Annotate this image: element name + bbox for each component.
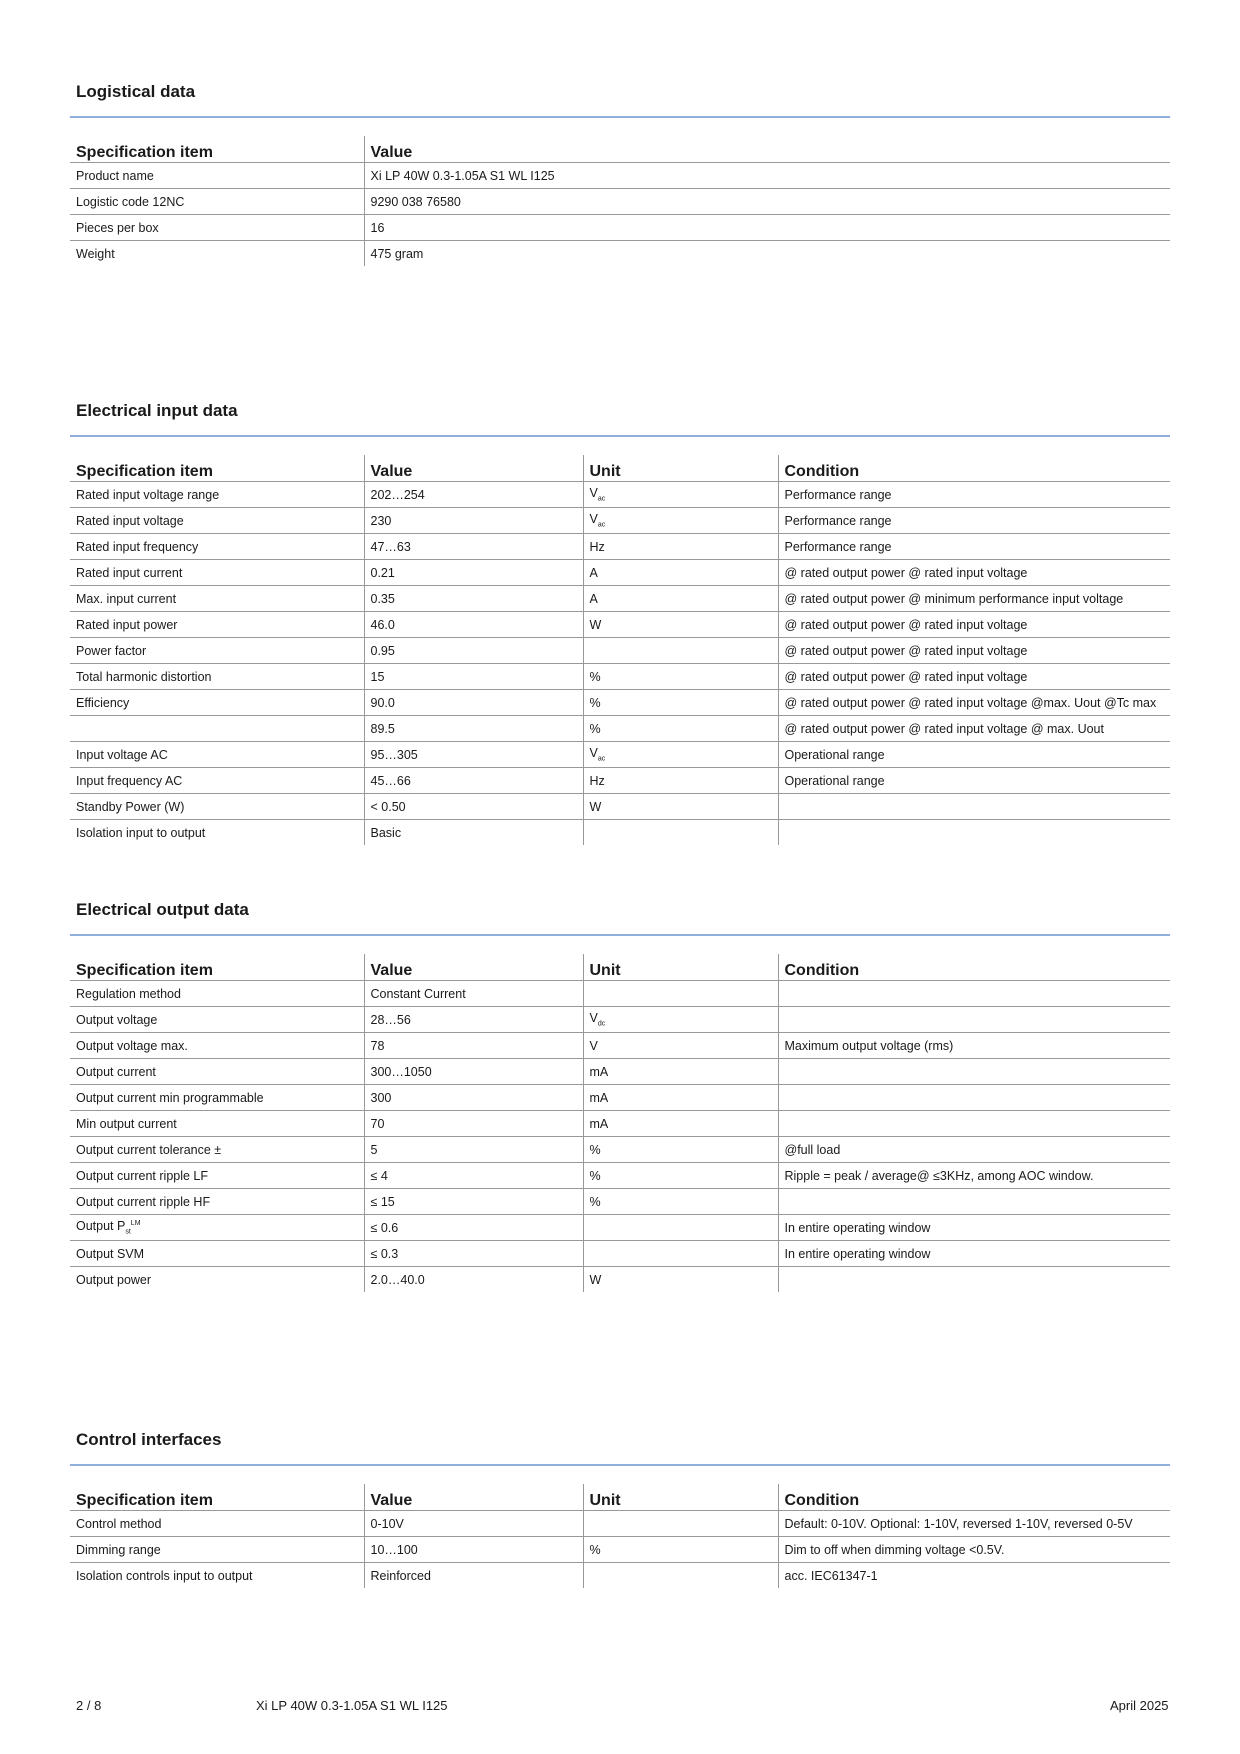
table-cell: Hz <box>583 534 778 560</box>
table-row <box>70 482 1170 508</box>
table-cell: % <box>583 1163 778 1189</box>
table-cell: Power factor <box>70 638 364 664</box>
table-row <box>70 1267 1170 1293</box>
table-cell: Output SVM <box>70 1241 364 1267</box>
table-cell <box>583 1241 778 1267</box>
table-cell: @full load <box>778 1137 1170 1163</box>
table-cell: Output current ripple HF <box>70 1189 364 1215</box>
table-cell <box>778 1267 1170 1293</box>
table-cell: A <box>583 560 778 586</box>
electrical-input-table <box>70 455 1170 845</box>
table-cell: In entire operating window <box>778 1215 1170 1241</box>
control-interfaces-section <box>70 1430 1170 1588</box>
table-cell: mA <box>583 1085 778 1111</box>
table-cell: 475 gram <box>364 241 1170 267</box>
table-cell: 15 <box>364 664 583 690</box>
table-cell: 5 <box>364 1137 583 1163</box>
table-cell: W <box>583 794 778 820</box>
table-cell: 89.5 <box>364 716 583 742</box>
table-cell: 16 <box>364 215 1170 241</box>
table-cell: @ rated output power @ rated input voltage <box>778 560 1170 586</box>
column-header: Condition <box>778 1484 1170 1511</box>
table-cell: 0.35 <box>364 586 583 612</box>
table-cell: Operational range <box>778 742 1170 768</box>
column-header: Unit <box>583 455 778 482</box>
table-cell: A <box>583 586 778 612</box>
table-cell: Output voltage max. <box>70 1033 364 1059</box>
table-cell <box>583 1563 778 1589</box>
table-cell: 0.21 <box>364 560 583 586</box>
table-cell <box>778 1189 1170 1215</box>
table-cell: Output current tolerance ± <box>70 1137 364 1163</box>
table-cell: Efficiency <box>70 690 364 716</box>
section-divider <box>70 435 1170 437</box>
table-row <box>70 241 1170 267</box>
table-cell: Dim to off when dimming voltage <0.5V. <box>778 1537 1170 1563</box>
table-row <box>70 820 1170 846</box>
table-cell: Xi LP 40W 0.3-1.05A S1 WL I125 <box>364 163 1170 189</box>
table-cell: 46.0 <box>364 612 583 638</box>
column-header: Value <box>364 954 583 981</box>
footer-date: April 2025 <box>1110 1698 1169 1713</box>
table-cell: mA <box>583 1059 778 1085</box>
table-cell: @ rated output power @ rated input voltage <box>778 664 1170 690</box>
table-cell: Ripple = peak / average@ ≤3KHz, among AOC window. <box>778 1163 1170 1189</box>
table-cell: % <box>583 1537 778 1563</box>
table-row <box>70 768 1170 794</box>
table-cell: Isolation controls input to output <box>76 1568 253 1583</box>
logistical-section <box>70 82 1170 266</box>
table-row <box>70 1241 1170 1267</box>
table-cell: Reinforced <box>364 1563 583 1589</box>
table-cell: % <box>583 690 778 716</box>
column-header: Unit <box>583 1484 778 1511</box>
electrical-output-section <box>70 900 1170 1292</box>
table-row <box>70 1033 1170 1059</box>
footer-product-name: Xi LP 40W 0.3-1.05A S1 WL I125 <box>256 1698 448 1713</box>
table-cell: 45…66 <box>364 768 583 794</box>
table-cell: Performance range <box>778 534 1170 560</box>
table-cell: Output current <box>70 1059 364 1085</box>
table-cell: % <box>583 1189 778 1215</box>
table-cell: Output power <box>76 1272 152 1287</box>
table-cell <box>778 1007 1170 1033</box>
table-cell <box>778 1059 1170 1085</box>
section-divider <box>70 934 1170 936</box>
table-body <box>70 1511 1170 1589</box>
table-cell: Output $P_{st}^{LM}$ <box>70 1215 364 1241</box>
table-cell: 300 <box>364 1085 583 1111</box>
section-divider <box>70 116 1170 118</box>
table-cell: Maximum output voltage (rms) <box>778 1033 1170 1059</box>
table-cell: < 0.50 <box>364 794 583 820</box>
column-header: Specification item <box>70 136 364 163</box>
column-header: Unit <box>583 954 778 981</box>
table-cell: Output current min programmable <box>70 1085 364 1111</box>
table-cell: Total harmonic distortion <box>70 664 364 690</box>
table-cell: @ rated output power @ minimum performance input voltage <box>778 586 1170 612</box>
table-cell: 78 <box>364 1033 583 1059</box>
table-cell: @ rated output power @ rated input voltage @ max. Uout <box>778 716 1170 742</box>
table-cell <box>70 716 364 742</box>
table-cell: Control method <box>70 1511 364 1537</box>
electrical-input-section <box>70 401 1170 845</box>
table-cell: mA <box>583 1111 778 1137</box>
table-cell: Product name <box>70 163 364 189</box>
table-row <box>70 534 1170 560</box>
column-header: Value <box>364 1484 583 1511</box>
column-header: Specification item <box>70 1484 364 1511</box>
table-cell: Operational range <box>778 768 1170 794</box>
table-row <box>70 508 1170 534</box>
table-cell: ≤ 0.3 <box>364 1241 583 1267</box>
table-cell: Weight <box>76 246 115 261</box>
table-cell: W <box>583 1267 778 1293</box>
table-cell <box>778 1085 1170 1111</box>
table-cell: 47…63 <box>364 534 583 560</box>
column-header: Value <box>364 455 583 482</box>
table-cell <box>778 820 1170 846</box>
table-cell: 202…254 <box>364 482 583 508</box>
column-header: Condition <box>778 455 1170 482</box>
table-cell: $V_{ac}$ <box>583 508 778 534</box>
table-cell: $V_{ac}$ <box>583 742 778 768</box>
table-cell: In entire operating window <box>778 1241 1170 1267</box>
table-cell: Isolation input to output <box>76 825 206 840</box>
table-cell: Output current ripple LF <box>70 1163 364 1189</box>
table-cell: ≤ 4 <box>364 1163 583 1189</box>
table-cell: Rated input frequency <box>70 534 364 560</box>
table-cell: Rated input voltage range <box>70 482 364 508</box>
table-cell: 28…56 <box>364 1007 583 1033</box>
column-header: Value <box>364 136 1170 163</box>
table-row <box>70 1085 1170 1111</box>
table-row <box>70 1059 1170 1085</box>
table-cell: Performance range <box>778 482 1170 508</box>
table-row <box>70 1537 1170 1563</box>
table-cell: Rated input voltage <box>70 508 364 534</box>
table-row <box>70 163 1170 189</box>
table-row <box>70 1111 1170 1137</box>
table-cell: Output voltage <box>70 1007 364 1033</box>
table-cell <box>583 820 778 846</box>
table-cell: 230 <box>364 508 583 534</box>
electrical-output-table <box>70 954 1170 1292</box>
table-cell: Rated input power <box>70 612 364 638</box>
table-cell: % <box>583 1137 778 1163</box>
table-row <box>70 1563 1170 1589</box>
page-number: 2 / 8 <box>76 1698 102 1713</box>
table-cell: 0.95 <box>364 638 583 664</box>
table-row <box>70 1215 1170 1241</box>
table-cell: 70 <box>364 1111 583 1137</box>
table-cell <box>583 638 778 664</box>
table-cell: @ rated output power @ rated input voltage @max. Uout @Tc max <box>778 690 1170 716</box>
table-cell: @ rated output power @ rated input voltage <box>778 638 1170 664</box>
table-row <box>70 742 1170 768</box>
table-row <box>70 638 1170 664</box>
table-cell: % <box>583 664 778 690</box>
table-cell: Max. input current <box>70 586 364 612</box>
table-cell: ≤ 15 <box>364 1189 583 1215</box>
table-row <box>70 1137 1170 1163</box>
table-row <box>70 1189 1170 1215</box>
table-cell <box>583 1215 778 1241</box>
table-cell: Rated input current <box>70 560 364 586</box>
column-header: Specification item <box>70 455 364 482</box>
table-cell: 95…305 <box>364 742 583 768</box>
table-cell: W <box>583 612 778 638</box>
table-cell: $V_{dc}$ <box>583 1007 778 1033</box>
column-header: Specification item <box>70 954 364 981</box>
table-body <box>70 482 1170 846</box>
table-row <box>70 716 1170 742</box>
section-title: Logistical data <box>76 82 196 101</box>
section-title: Control interfaces <box>76 1430 222 1449</box>
logistical-table <box>70 136 1170 266</box>
table-cell: acc. IEC61347-1 <box>778 1563 1170 1589</box>
table-cell: % <box>583 716 778 742</box>
table-body <box>70 163 1170 267</box>
table-row <box>70 664 1170 690</box>
table-cell: Basic <box>364 820 583 846</box>
table-cell: 10…100 <box>364 1537 583 1563</box>
table-cell: Input voltage AC <box>70 742 364 768</box>
table-cell: @ rated output power @ rated input voltage <box>778 612 1170 638</box>
table-row <box>70 794 1170 820</box>
table-row <box>70 215 1170 241</box>
table-cell: Standby Power (W) <box>70 794 364 820</box>
table-cell: Logistic code 12NC <box>70 189 364 215</box>
table-row <box>70 1511 1170 1537</box>
table-cell: Default: 0-10V. Optional: 1-10V, reversed 1-10V, reversed 0-5V <box>778 1511 1170 1537</box>
table-body <box>70 981 1170 1293</box>
table-row <box>70 189 1170 215</box>
table-row <box>70 690 1170 716</box>
table-cell: $V_{ac}$ <box>583 482 778 508</box>
table-row <box>70 981 1170 1007</box>
table-row <box>70 586 1170 612</box>
table-cell: Dimming range <box>70 1537 364 1563</box>
table-cell: 0-10V <box>364 1511 583 1537</box>
table-cell: 300…1050 <box>364 1059 583 1085</box>
table-cell <box>778 981 1170 1007</box>
table-cell: 2.0…40.0 <box>364 1267 583 1293</box>
table-cell: Hz <box>583 768 778 794</box>
section-title: Electrical input data <box>76 401 238 420</box>
table-cell: ≤ 0.6 <box>364 1215 583 1241</box>
table-cell: V <box>583 1033 778 1059</box>
control-interfaces-table <box>70 1484 1170 1588</box>
table-cell: Regulation method <box>70 981 364 1007</box>
table-cell <box>583 1511 778 1537</box>
table-cell: Pieces per box <box>70 215 364 241</box>
section-divider <box>70 1464 1170 1466</box>
table-cell: 9290 038 76580 <box>364 189 1170 215</box>
table-cell <box>778 794 1170 820</box>
table-cell: Input frequency AC <box>70 768 364 794</box>
table-row <box>70 612 1170 638</box>
table-cell <box>778 1111 1170 1137</box>
table-row <box>70 560 1170 586</box>
table-row <box>70 1007 1170 1033</box>
table-cell <box>583 981 778 1007</box>
table-cell: Constant Current <box>364 981 583 1007</box>
table-cell: 90.0 <box>364 690 583 716</box>
table-row <box>70 1163 1170 1189</box>
table-cell: Min output current <box>70 1111 364 1137</box>
column-header: Condition <box>778 954 1170 981</box>
section-title: Electrical output data <box>76 900 249 919</box>
table-cell: Performance range <box>778 508 1170 534</box>
